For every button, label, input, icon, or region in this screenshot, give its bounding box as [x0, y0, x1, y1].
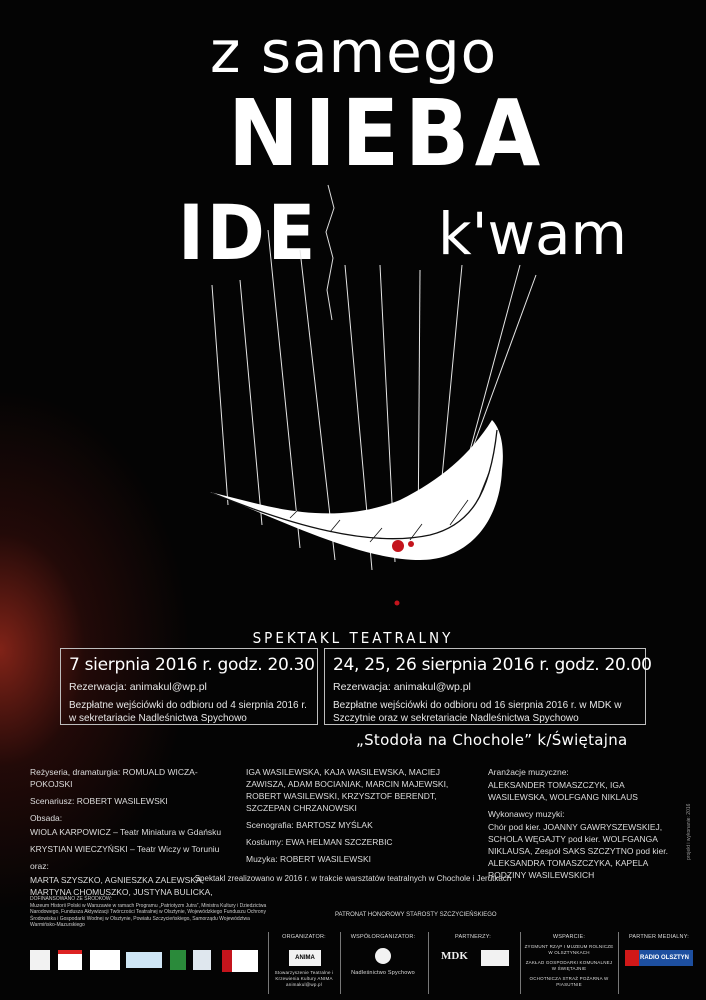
date-box-1: [60, 648, 318, 725]
patronage: PATRONAT HONOROWY STAROSTY SZCZYCIEŃSKIEGO: [335, 912, 497, 918]
funding-block: [30, 896, 270, 929]
organizer-label: ORGANIZATOR:: [282, 934, 326, 940]
cast-3: MARTA SZYSZKO, AGNIESZKA ZALEWSKA, MARTYNA CHOMUSZKO, JUSTYNA BULICKA,: [30, 875, 213, 897]
title-line-1: z samego: [210, 18, 498, 86]
support-label: WSPARCIE:: [552, 934, 586, 940]
funder-logo-4: [126, 952, 162, 968]
side-credit: projekt i wykonanie: 2016: [686, 803, 692, 860]
coorganizer-text: Nadleśnictwo Spychowo: [351, 970, 415, 976]
falling-drop: [395, 601, 400, 606]
reservation-1: Rezerwacja: animakul@wp.pl: [69, 681, 207, 693]
funder-logo-5: [170, 950, 186, 970]
title-line-3: IDE: [178, 188, 319, 277]
funder-logo-7: [222, 950, 258, 972]
workshop-note: Spektakl zrealizowano w 2016 r. w trakcie warsztatów teatralnych w Chochole i Jerutkach: [194, 874, 512, 883]
director: Reżyseria, dramaturgia: ROMUALD WICZA-POKOJSKI: [30, 767, 198, 789]
organizer-column: [268, 932, 339, 994]
music: Muzyka: ROBERT WASILEWSKI: [246, 854, 372, 864]
arrangements-label: Aranżacje muzyczne:: [488, 767, 569, 777]
arrangements: ALEKSANDER TOMASZCZYK, IGA WASILEWSKA, WOLFGANG NIKLAUS: [488, 780, 638, 802]
pickup-note-2: Bezpłatne wejściówki do odbioru od 16 sierpnia 2016 r. w MDK w Szczytnie oraz w sekretariacie Nadleśnictwa Spychowo: [333, 700, 622, 724]
scenography: Scenografia: BARTOSZ MYŚLAK: [246, 820, 373, 830]
crack-line: [326, 185, 334, 320]
organizer-logo: ANIMA: [289, 950, 321, 966]
cast-also-label: oraz:: [30, 861, 49, 871]
support-1: ZYGMUNT RZĄP I MUZEUM ROLNICZE W OLSZTYNKACH: [524, 944, 614, 955]
pickup-note-1: Bezpłatne wejściówki do odbioru od 4 sierpnia 2016 r. w sekretariacie Nadleśnictwa Spychowo: [69, 700, 307, 724]
credits-col-2: [246, 766, 466, 870]
partner-logo-2: [481, 950, 509, 966]
title-line-4: k'wam: [438, 200, 628, 268]
media-logo: RADIO OLSZTYN: [625, 950, 693, 966]
blood-drop: [392, 540, 404, 552]
performers-label: Wykonawcy muzyki:: [488, 809, 565, 819]
partner-logo-mdk: MDK: [441, 950, 468, 962]
title-line-2: NIEBA: [228, 80, 546, 187]
forestry-icon: [375, 948, 391, 964]
credits-col-3: [488, 766, 678, 886]
organizer-text: Stowarzyszenie Teatralne i Krzewienia Kultury ANIMA animakul@wp.pl: [274, 970, 334, 987]
reservation-2: Rezerwacja: animakul@wp.pl: [333, 681, 471, 693]
date-box-2: [324, 648, 652, 725]
funding-text: Muzeum Historii Polski w Warszawie w ramach Programu „Patriotyzm Jutra”, Ministra Kultury i Dziedzictwa Narodowego, Fundusza Aktywizacji Twórczości Teatralnej w Olsztynie, Wojewódzkiego Funduszu Ochrony Środowiska i Gospodarki Wodnej w Olsztynie, Powiatu Szczycieńskiego, Samorządu Województwa Warmińsko-Mazurskiego: [30, 902, 267, 928]
funding-heading: DOFINANSOWANO ZE ŚRODKÓW:: [30, 896, 112, 902]
date-1: 7 sierpnia 2016 r. godz. 20.30: [69, 655, 315, 675]
support-3: OCHOTNICZA STRAŻ POŻARNA W PIASUTNIE: [529, 976, 609, 987]
costumes: Kostiumy: EWA HELMAN SZCZERBIC: [246, 837, 393, 847]
coorganizer-label: WSPÓŁORGANIZATOR:: [350, 934, 416, 940]
funder-logo-1: [30, 950, 50, 970]
support-2: ZAKŁAD GOSPODARKI KOMUNALNEJ W ŚWIĘTAJNIE: [525, 960, 613, 971]
performers: Chór pod kier. JOANNY GAWRYSZEWSKIEJ, SCHOLA WĘGAJTY pod kier. WOLFGANGA NIKLAUSA, Zespół SAKS SZCZYTNO pod kier. ALEKSANDRA TOMASZCZYKA, KAPELA RODZINY WASILEWSKICH: [488, 822, 668, 880]
cast-1: WIOLA KARPOWICZ – Teatr Miniatura w Gdańsku: [30, 827, 222, 837]
media-label: PARTNER MEDIALNY:: [628, 934, 690, 940]
support-column: [520, 932, 617, 994]
cast-label: Obsada:: [30, 813, 63, 823]
cast-4: IGA WASILEWSKA, KAJA WASILEWSKA, MACIEJ ZAWISZA, ADAM BOCIANIAK, MARCIN MAJEWSKI, ROBERT WASILEWSKI, KRZYSZTOF BERENDT, SZCZEPAN CHRZANOWSKI: [246, 767, 449, 813]
script: Scenariusz: ROBERT WASILEWSKI: [30, 796, 168, 806]
funder-logo-2: [58, 950, 82, 970]
coorganizer-column: [340, 932, 425, 994]
partners-column: [428, 932, 517, 994]
feather-vane: [210, 420, 503, 560]
subtitle: SPEKTAKL TEATRALNY: [252, 629, 454, 647]
funder-logo-3: [90, 950, 120, 970]
cast-2: KRYSTIAN WIECZYŃSKI – Teatr Wiczy w Toruniu: [30, 844, 220, 854]
funder-logo-6: [193, 950, 211, 970]
venue: „Stodoła na Chochole” k/Świętajna: [356, 731, 628, 749]
date-2: 24, 25, 26 sierpnia 2016 r. godz. 20.00: [333, 655, 652, 675]
partners-label: PARTNERZY:: [454, 934, 492, 940]
blood-drop-small: [408, 541, 414, 547]
media-column: [618, 932, 699, 994]
